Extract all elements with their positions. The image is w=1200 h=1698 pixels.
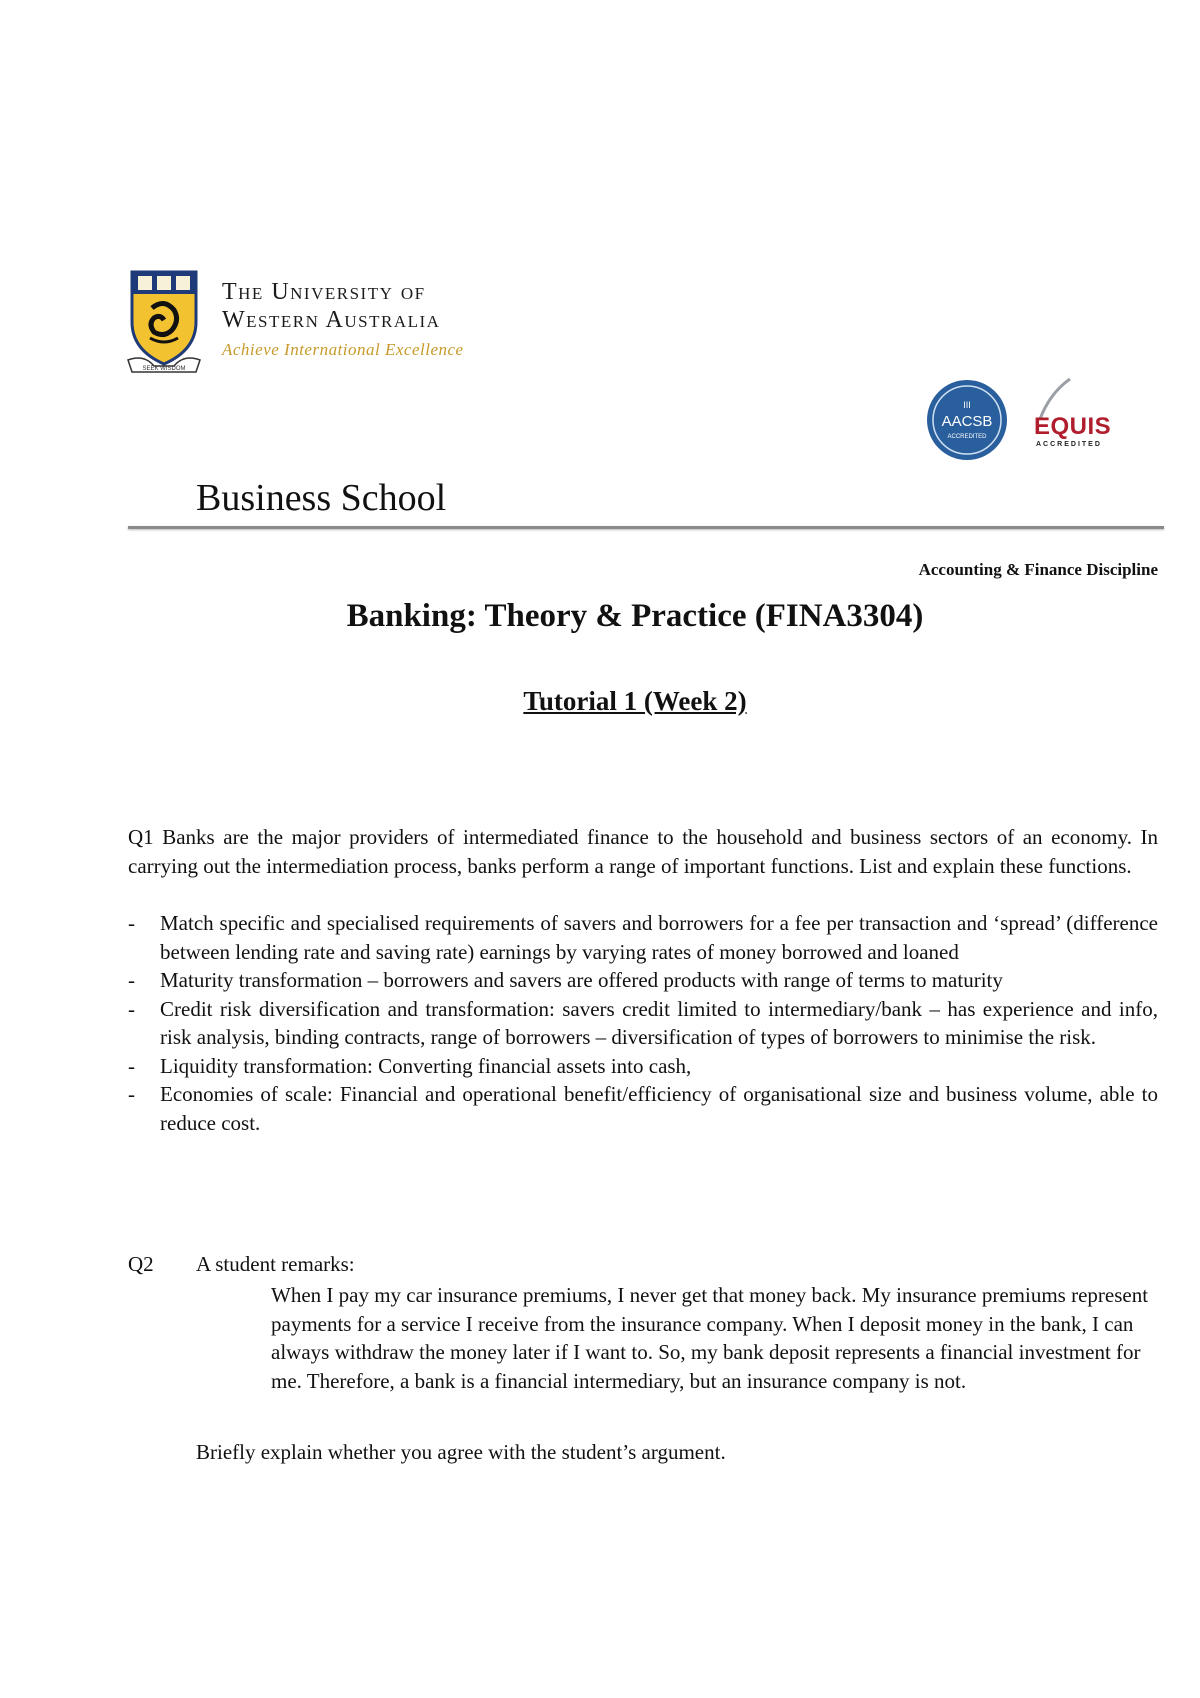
answer-bullet — [128, 909, 1158, 966]
tutorial-heading: Tutorial 1 (Week 2) — [523, 686, 747, 716]
question-2-quote: When I pay my car insurance premiums, I never get that money back. My insurance premiums represent payments for a service I receive from the insurance company. When I deposit money in the bank, I can always withdraw the money later if I want to. So, my bank deposit represents a financial investment for me. Therefore, a bank is a financial intermediary, but an insurance company is not. — [271, 1283, 1149, 1393]
bullet-dash: - — [128, 911, 135, 935]
equis-logo — [1010, 375, 1110, 455]
equis-sub: ACCREDITED — [1036, 441, 1102, 448]
aacsb-label: AACSB — [941, 413, 993, 430]
header-divider — [128, 526, 1164, 529]
aacsb-sub: ACCREDITED — [947, 434, 987, 440]
equis-label: EQUIS — [1034, 413, 1112, 440]
school-title: Business School — [196, 477, 447, 519]
bullet-dash: - — [128, 1053, 135, 1078]
answer-bullet — [128, 966, 1158, 995]
university-name — [222, 278, 522, 360]
svg-text:III: III — [963, 400, 971, 410]
question-2-label: Q2 — [128, 1252, 154, 1276]
bullet-dash: - — [128, 1082, 135, 1106]
bullet-dash: - — [128, 996, 135, 1021]
question-1-answer-list — [128, 909, 1158, 1137]
answer-bullet-text: Match specific and specialised requirements of savers and borrowers for a fee per transaction and ‘spread’ (difference between lending rate and saving rate) earnings by varying rates of money borrowed and loaned — [160, 911, 1158, 964]
course-title: Banking: Theory & Practice (FINA3304) — [346, 598, 924, 634]
answer-bullet-text: Economies of scale: Financial and operational benefit/efficiency of organisational size and business volume, able to reduce cost. — [160, 1082, 1158, 1135]
question-2-intro: A student remarks: — [196, 1252, 355, 1276]
answer-bullet — [128, 1080, 1158, 1137]
bullet-dash: - — [128, 968, 135, 992]
answer-bullet — [128, 1052, 1158, 1081]
answer-bullet-text: Liquidity transformation: Converting financial assets into cash, — [160, 1053, 692, 1078]
question-2-prompt: Briefly explain whether you agree with the student’s argument. — [196, 1440, 726, 1464]
question-1-text: Q1 Banks are the major providers of intermediated finance to the household and business sectors of an economy. In carrying out the intermediation process, banks perform a range of important functions. List and explain these functions. — [128, 825, 1158, 878]
answer-bullet-text: Maturity transformation – borrowers and savers are offered products with range of terms to maturity — [160, 968, 1003, 992]
answer-bullet-text: Credit risk diversification and transformation: savers credit limited to intermediary/bank – has experience and info, risk analysis, binding contracts, range of borrowers – diversification of types of borrowers to minimise the risk. — [160, 996, 1158, 1049]
crest-motto: SEEK WISDOM — [142, 366, 186, 372]
university-name-line1: The University of — [222, 279, 426, 305]
aacsb-seal-logo — [925, 378, 1015, 462]
university-name-line2: Western Australia — [222, 307, 441, 333]
discipline-label: Accounting & Finance Discipline — [918, 560, 1158, 579]
answer-bullet — [128, 995, 1158, 1052]
uwa-crest-logo — [124, 268, 204, 376]
university-tagline: Achieve International Excellence — [222, 340, 464, 359]
